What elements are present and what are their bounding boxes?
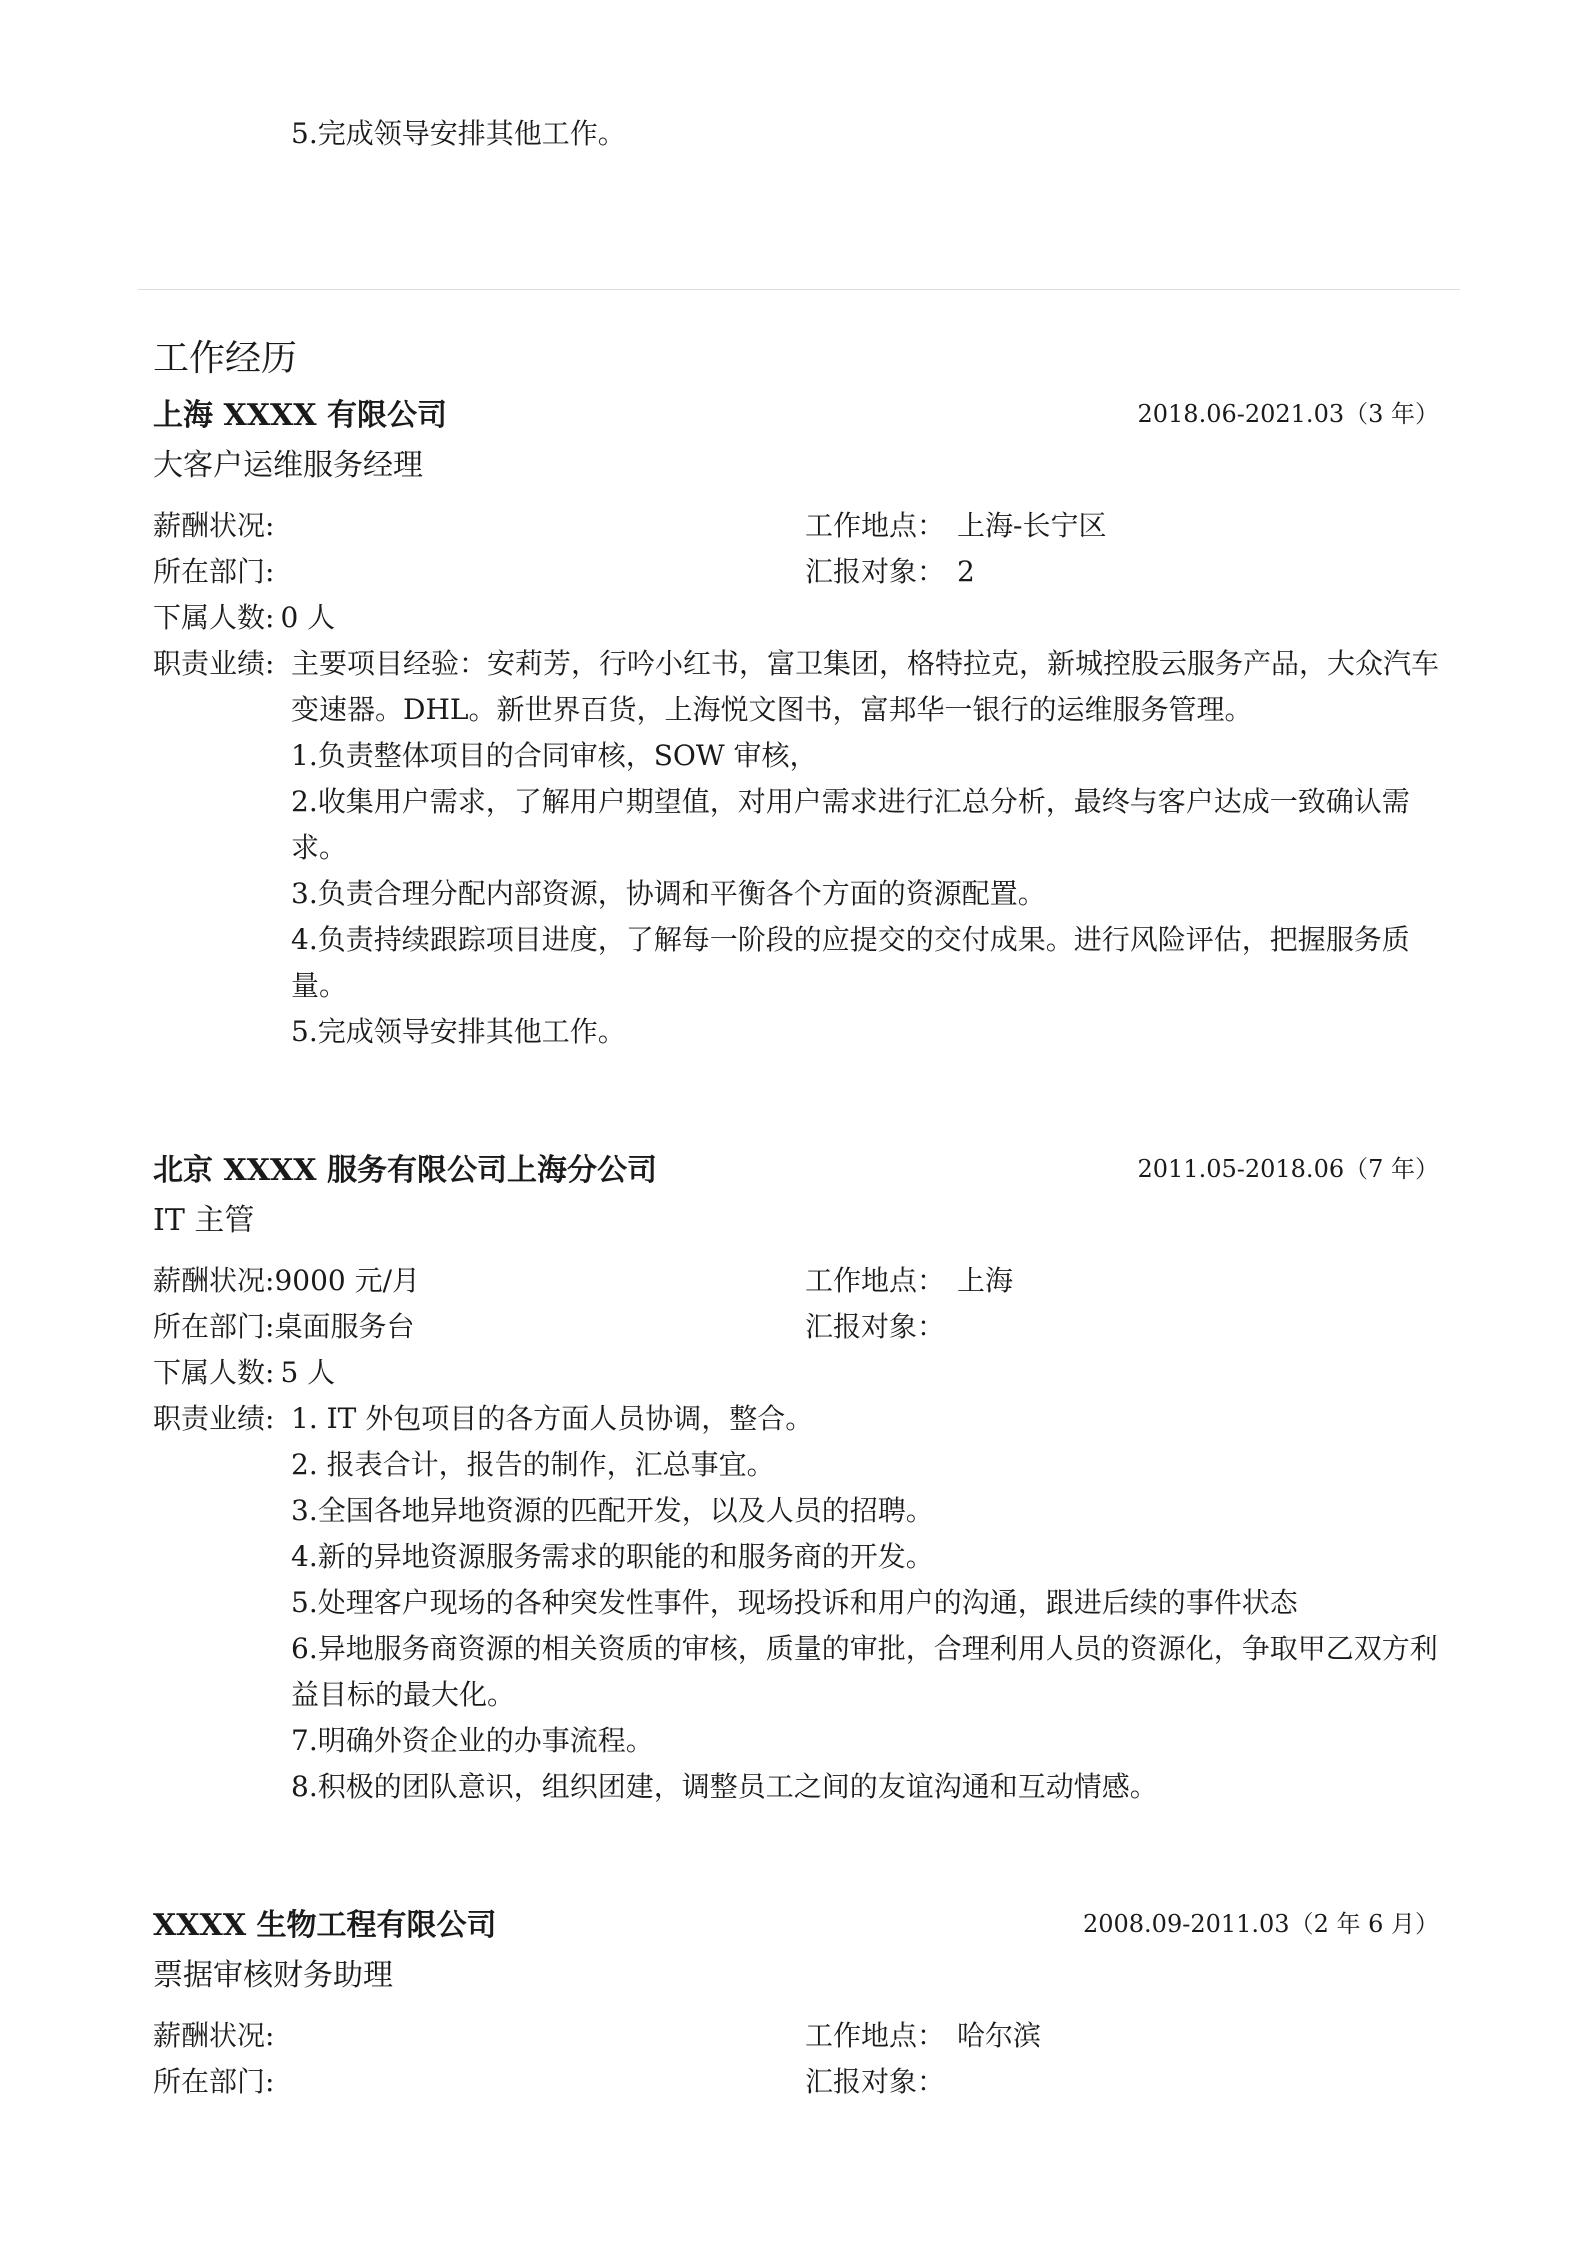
subordinates-value: 0 人	[280, 601, 336, 634]
job-3-dept	[153, 2059, 274, 2105]
job-3-report	[805, 2059, 957, 2105]
job-1-duty: 3.负责合理分配内部资源，协调和平衡各个方面的资源配置。	[291, 877, 1046, 910]
job-3-company: XXXX 生物工程有限公司	[153, 1908, 497, 1943]
job-2-duty: 6.异地服务商资源的相关资质的审核，质量的审批，合理利用人员的资源化，争取甲乙双方利益目标的最大化。	[291, 1632, 1438, 1711]
dept-label: 所在部门:	[153, 555, 275, 588]
job-1-salary	[153, 503, 274, 549]
dept-label: 所在部门:	[153, 2065, 275, 2098]
job-1-subordinates	[153, 595, 335, 641]
job-2-duty: 4.新的异地资源服务需求的职能的和服务商的开发。	[291, 1540, 934, 1573]
salary-value: 9000 元/月	[274, 1264, 421, 1297]
job-2-duty: 8.积极的团队意识，组织团建，调整员工之间的友谊沟通和互动情感。	[291, 1770, 1158, 1803]
job-1-period: 2018.06-2021.03（3 年）	[1137, 400, 1439, 428]
job-3-location	[805, 2013, 1041, 2059]
section-divider	[138, 289, 1460, 290]
section-title: 工作经历	[153, 338, 298, 379]
subordinates-label: 下属人数:	[153, 601, 275, 634]
job-1-location	[805, 503, 1106, 549]
job-2-salary	[153, 1258, 420, 1304]
salary-label: 薪酬状况:	[153, 2019, 275, 2052]
job-1-duty: 1.负责整体项目的合同审核，SOW 审核，	[291, 739, 818, 772]
report-label: 汇报对象：	[805, 2065, 946, 2098]
job-3-salary	[153, 2013, 274, 2059]
job-2-duties-label: 职责业绩:	[153, 1402, 275, 1435]
job-1-duties-label: 职责业绩:	[153, 647, 275, 680]
dept-value: 桌面服务台	[274, 1310, 415, 1343]
job-2-duty: 7.明确外资企业的办事流程。	[291, 1724, 654, 1757]
job-2-duty: 5.处理客户现场的各种突发性事件，现场投诉和用户的沟通，跟进后续的事件状态	[291, 1586, 1298, 1619]
job-1-duty: 4.负责持续跟踪项目进度，了解每一阶段的应提交的交付成果。进行风险评估，把握服务质量。	[291, 923, 1410, 1002]
job-1-title: 大客户运维服务经理	[153, 448, 423, 483]
job-1-report	[805, 549, 975, 595]
job-2-report	[805, 1304, 957, 1350]
job-2-company: 北京 XXXX 服务有限公司上海分公司	[153, 1153, 657, 1188]
location-value: 上海	[957, 1264, 1014, 1297]
location-value: 哈尔滨	[957, 2019, 1042, 2052]
salary-label: 薪酬状况:	[153, 509, 275, 542]
location-label: 工作地点：	[805, 2019, 946, 2052]
job-2-location	[805, 1258, 1013, 1304]
job-2-subordinates	[153, 1350, 335, 1396]
dept-label: 所在部门:	[153, 1310, 275, 1343]
subordinates-value: 5 人	[280, 1356, 336, 1389]
job-1-duty: 5.完成领导安排其他工作。	[291, 1015, 626, 1048]
location-label: 工作地点：	[805, 509, 946, 542]
job-2-title: IT 主管	[153, 1203, 255, 1238]
report-value: 2	[957, 555, 975, 588]
top-line: 5.完成领导安排其他工作。	[291, 117, 626, 150]
subordinates-label: 下属人数:	[153, 1356, 275, 1389]
job-1-duty: 2.收集用户需求，了解用户期望值，对用户需求进行汇总分析，最终与客户达成一致确认需求。	[291, 785, 1410, 864]
job-2-duty: 2. 报表合计，报告的制作，汇总事宜。	[291, 1448, 775, 1481]
job-2-duty: 3.全国各地异地资源的匹配开发，以及人员的招聘。	[291, 1494, 934, 1527]
location-value: 上海-长宁区	[957, 509, 1107, 542]
salary-label: 薪酬状况:	[153, 1264, 275, 1297]
report-label: 汇报对象：	[805, 555, 946, 588]
job-3-title: 票据审核财务助理	[153, 1958, 393, 1993]
job-3-period: 2008.09-2011.03（2 年 6 月）	[1082, 1910, 1439, 1938]
report-label: 汇报对象：	[805, 1310, 946, 1343]
job-1-dept	[153, 549, 274, 595]
job-2-duty: 1. IT 外包项目的各方面人员协调，整合。	[291, 1402, 814, 1435]
job-1-duty: 主要项目经验：安莉芳，行吟小红书，富卫集团，格特拉克，新城控股云服务产品，大众汽车变速器。DHL。新世界百货，上海悦文图书，富邦华一银行的运维服务管理。	[291, 647, 1440, 726]
job-2-dept	[153, 1304, 414, 1350]
job-2-period: 2011.05-2018.06（7 年）	[1137, 1155, 1439, 1183]
location-label: 工作地点：	[805, 1264, 946, 1297]
job-1-company: 上海 XXXX 有限公司	[153, 398, 447, 433]
